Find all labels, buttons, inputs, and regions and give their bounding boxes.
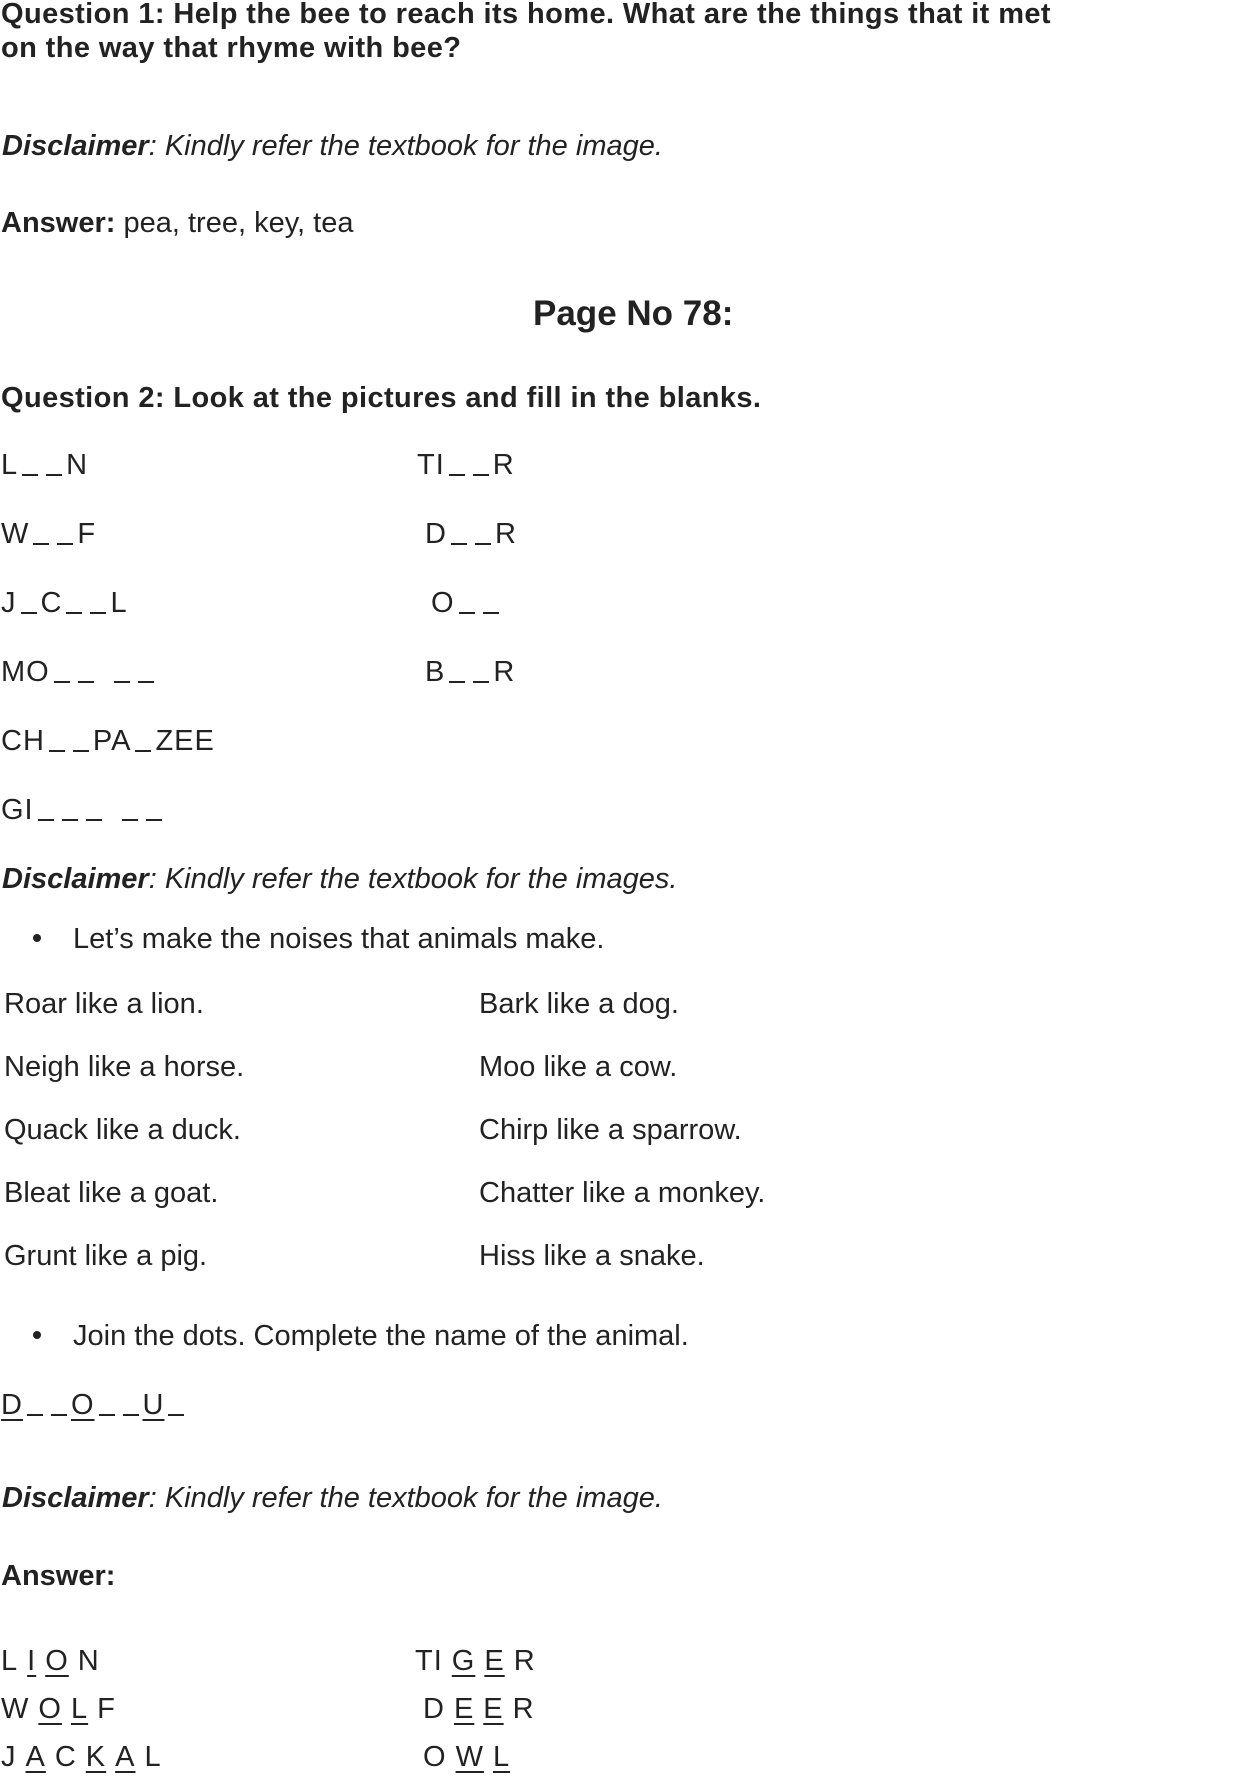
bullet-dot-icon: [33, 1331, 41, 1339]
underlined-letter: W: [455, 1741, 484, 1773]
blank-line: [51, 1414, 67, 1416]
bullet-animal-noises: [33, 923, 604, 956]
question-2-answer-label: Answer:: [1, 1560, 116, 1592]
disclaimer-text: : Kindly refer the textbook for the image.: [148, 130, 663, 162]
blank-line: [78, 681, 94, 683]
letter: R: [492, 449, 515, 481]
fill-blank-word: [1, 449, 88, 482]
blank-line: [146, 819, 162, 821]
question-1-title-line-1: Question 1: Help the bee to reach its home. What are the things that it met: [1, 0, 1051, 30]
letter: L: [110, 587, 128, 619]
blank-line: [54, 681, 70, 683]
blank-line: [114, 681, 130, 683]
bullet-text: Join the dots. Complete the name of the animal.: [73, 1320, 689, 1352]
blank-line: [138, 681, 154, 683]
disclaimer-text: : Kindly refer the textbook for the images.: [148, 863, 678, 895]
letter: F: [97, 1693, 116, 1725]
letter: ZEE: [155, 725, 215, 757]
blank-line: [21, 612, 37, 614]
letter: F: [77, 518, 97, 550]
bullet-join-dots: [33, 1320, 689, 1353]
underlined-letter: O: [70, 1389, 95, 1421]
underlined-letter: L: [492, 1741, 511, 1773]
underlined-letter: A: [115, 1741, 136, 1773]
question-1-title-line-2: on the way that rhyme with bee?: [1, 32, 462, 64]
letter: N: [77, 1645, 100, 1677]
letter: TI: [417, 449, 445, 481]
letter: N: [66, 449, 89, 481]
noise-item-right: Moo like a cow.: [479, 1051, 678, 1083]
underlined-letter: E: [483, 1693, 504, 1725]
noise-item-left: Roar like a lion.: [4, 988, 204, 1020]
page-heading: Page No 78:: [533, 294, 734, 333]
answer-word: [1, 1693, 116, 1726]
noise-item-left: Grunt like a pig.: [4, 1240, 208, 1272]
letter: W: [1, 1693, 30, 1725]
letter: R: [494, 518, 517, 550]
blank-line: [27, 1414, 43, 1416]
letter: R: [493, 656, 516, 688]
blank-line: [168, 1414, 184, 1416]
underlined-letter: O: [38, 1693, 62, 1725]
fill-blank-word: [425, 656, 515, 689]
blank-line: [46, 474, 62, 476]
question-1-answer: [1, 207, 353, 240]
underlined-letter: O: [45, 1645, 69, 1677]
blank-line: [62, 819, 78, 821]
underlined-letter: D: [1, 1389, 23, 1421]
blank-line: [66, 612, 82, 614]
blank-line: [33, 543, 49, 545]
bullet-text: Let’s make the noises that animals make.: [73, 923, 605, 955]
join-dots-letters: [1, 1389, 188, 1422]
bullet-dot-icon: [33, 934, 41, 942]
blank-line: [449, 474, 465, 476]
letter: L: [144, 1741, 162, 1773]
fill-blank-word: [417, 449, 515, 482]
answer-text: pea, tree, key, tea: [115, 207, 354, 239]
underlined-letter: G: [451, 1645, 476, 1677]
question-2-title: Question 2: Look at the pictures and fill in the blanks.: [1, 382, 762, 414]
letter: CH: [1, 725, 45, 757]
disclaimer-label: Disclaimer: [2, 863, 149, 895]
fill-blank-word: [1, 725, 215, 758]
fill-blank-word: [425, 518, 517, 551]
blank-line: [73, 750, 89, 752]
letter: D: [423, 1693, 445, 1725]
blank-line: [135, 750, 151, 752]
underlined-letter: A: [25, 1741, 46, 1773]
noise-item-right: Chatter like a monkey.: [479, 1177, 766, 1209]
letter: GI: [1, 794, 34, 826]
answer-label: Answer:: [1, 207, 116, 239]
question-2-disclaimer: [2, 863, 677, 896]
letter: J: [1, 587, 17, 619]
letter: L: [1, 449, 19, 481]
letter: O: [423, 1741, 447, 1773]
underlined-letter: K: [85, 1741, 107, 1773]
blank-line: [49, 750, 65, 752]
blank-line: [459, 612, 475, 614]
underlined-letter: U: [142, 1389, 165, 1421]
noise-item-right: Chirp like a sparrow.: [479, 1114, 742, 1146]
blank-line: [57, 543, 73, 545]
letter: C: [40, 587, 63, 619]
blank-line: [473, 474, 489, 476]
letter: MO: [1, 656, 50, 688]
letter: R: [512, 1693, 535, 1725]
blank-line: [123, 1414, 139, 1416]
fill-blank-word: [1, 587, 128, 620]
fill-blank-word: [1, 656, 158, 689]
noise-item-left: Quack like a duck.: [4, 1114, 241, 1146]
fill-blank-word: [1, 518, 96, 551]
blank-line: [451, 543, 467, 545]
question-2-disclaimer-2: [2, 1482, 663, 1515]
answer-word: [423, 1693, 535, 1726]
underlined-letter: E: [484, 1645, 505, 1677]
blank-line: [38, 819, 54, 821]
answer-word: [1, 1741, 162, 1774]
blank-line: [22, 474, 38, 476]
blank-line: [475, 543, 491, 545]
letter: TI: [415, 1645, 443, 1677]
blank-line: [449, 681, 465, 683]
letter: J: [1, 1741, 17, 1773]
letter: C: [54, 1741, 77, 1773]
blank-line: [99, 1414, 115, 1416]
letter: B: [425, 656, 446, 688]
noise-item-right: Bark like a dog.: [479, 988, 679, 1020]
letter: R: [513, 1645, 536, 1677]
noise-item-left: Neigh like a horse.: [4, 1051, 245, 1083]
noise-item-right: Hiss like a snake.: [479, 1240, 705, 1272]
answer-word: [423, 1741, 510, 1774]
blank-line: [122, 819, 138, 821]
blank-line: [90, 612, 106, 614]
letter: PA: [92, 725, 132, 757]
noise-item-left: Bleat like a goat.: [4, 1177, 219, 1209]
fill-blank-word: [431, 587, 503, 620]
blank-line: [483, 612, 499, 614]
underlined-letter: L: [70, 1693, 89, 1725]
disclaimer-label: Disclaimer: [2, 130, 149, 162]
letter: O: [431, 587, 455, 619]
underlined-letter: E: [453, 1693, 475, 1725]
answer-word: [1, 1645, 100, 1678]
disclaimer-text: : Kindly refer the textbook for the image.: [148, 1482, 663, 1514]
answer-word: [415, 1645, 536, 1678]
letter: W: [1, 518, 30, 550]
question-1-disclaimer: [2, 130, 663, 163]
letter: L: [1, 1645, 19, 1677]
letter: D: [425, 518, 447, 550]
underlined-letter: I: [27, 1645, 37, 1677]
blank-line: [473, 681, 489, 683]
disclaimer-label: Disclaimer: [2, 1482, 149, 1514]
fill-blank-word: [1, 794, 166, 827]
blank-line: [86, 819, 102, 821]
